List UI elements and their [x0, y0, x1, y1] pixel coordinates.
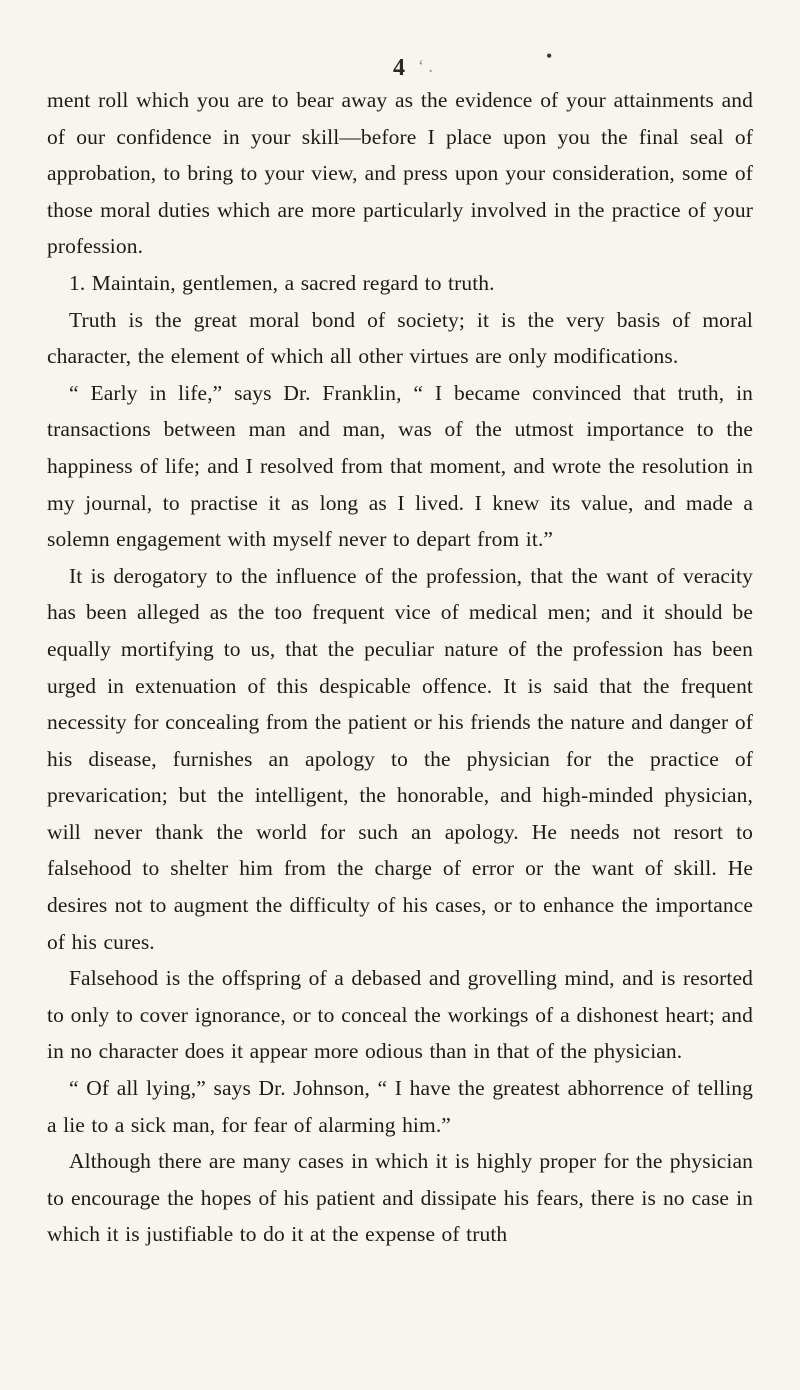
paragraph: Falsehood is the offspring of a debased and grovelling mind, and is resorted to only to cover ignorance, or to conceal the workings of a dishonest heart; and in no character does it appear more odious than in that of the physician.: [47, 966, 753, 1064]
paragraph: It is derogatory to the influence of the profession, that the want of veracity has been alleged as the too frequent vice of medical men; and it should be equally mortifying to us, that the peculiar nature of the profession has been urged in extenuation of this despicable offence. It is said that the frequent necessity for concealing from the patient or his friends the nature and danger of his disease, furnishes an apology to the physician for the practice of prevarication; but the intelligent, the honorable, and high-minded physician, will never thank the world for such an apology. He needs not resort to falsehood to shelter him from the charge of error or the want of skill. He desires not to augment the difficulty of his cases, or to enhance the importance of his cures.: [47, 563, 753, 954]
ink-spot-icon: •: [546, 46, 553, 66]
header-mark: ‘ .: [418, 56, 433, 76]
paragraph: “ Early in life,” says Dr. Franklin, “ I became convinced that truth, in transactions between man and man, was of the utmost importance to the happiness of life; and I resolved from that moment, and wrote the resolution in my journal, to practise it as long as I lived. I knew its value, and made a solemn engagement with myself never to depart from it.”: [47, 380, 753, 552]
paragraph: Truth is the great moral bond of society; it is the very basis of moral character, the element of which all other virtues are only modifications.: [47, 307, 753, 369]
page-number: 4: [393, 55, 405, 81]
paragraph: “ Of all lying,” says Dr. Johnson, “ I have the greatest abhorrence of telling a lie to a sick man, for fear of alarming him.”: [47, 1076, 753, 1137]
page-body: [47, 82, 753, 1253]
paragraph: 1. Maintain, gentlemen, a sacred regard to truth.: [69, 270, 495, 295]
paragraph: Although there are many cases in which it is highly proper for the physician to encourage the hopes of his patient and dissipate his fears, there is no case in which it is justifiable to do it at the expense of truth: [47, 1149, 753, 1247]
paragraph: ment roll which you are to bear away as the evidence of your attainments and of our confidence in your skill—before I place upon you the final seal of approbation, to bring to your view, and press upon your consideration, some of those moral duties which are more particularly involved in the practice of your profession.: [47, 88, 753, 259]
